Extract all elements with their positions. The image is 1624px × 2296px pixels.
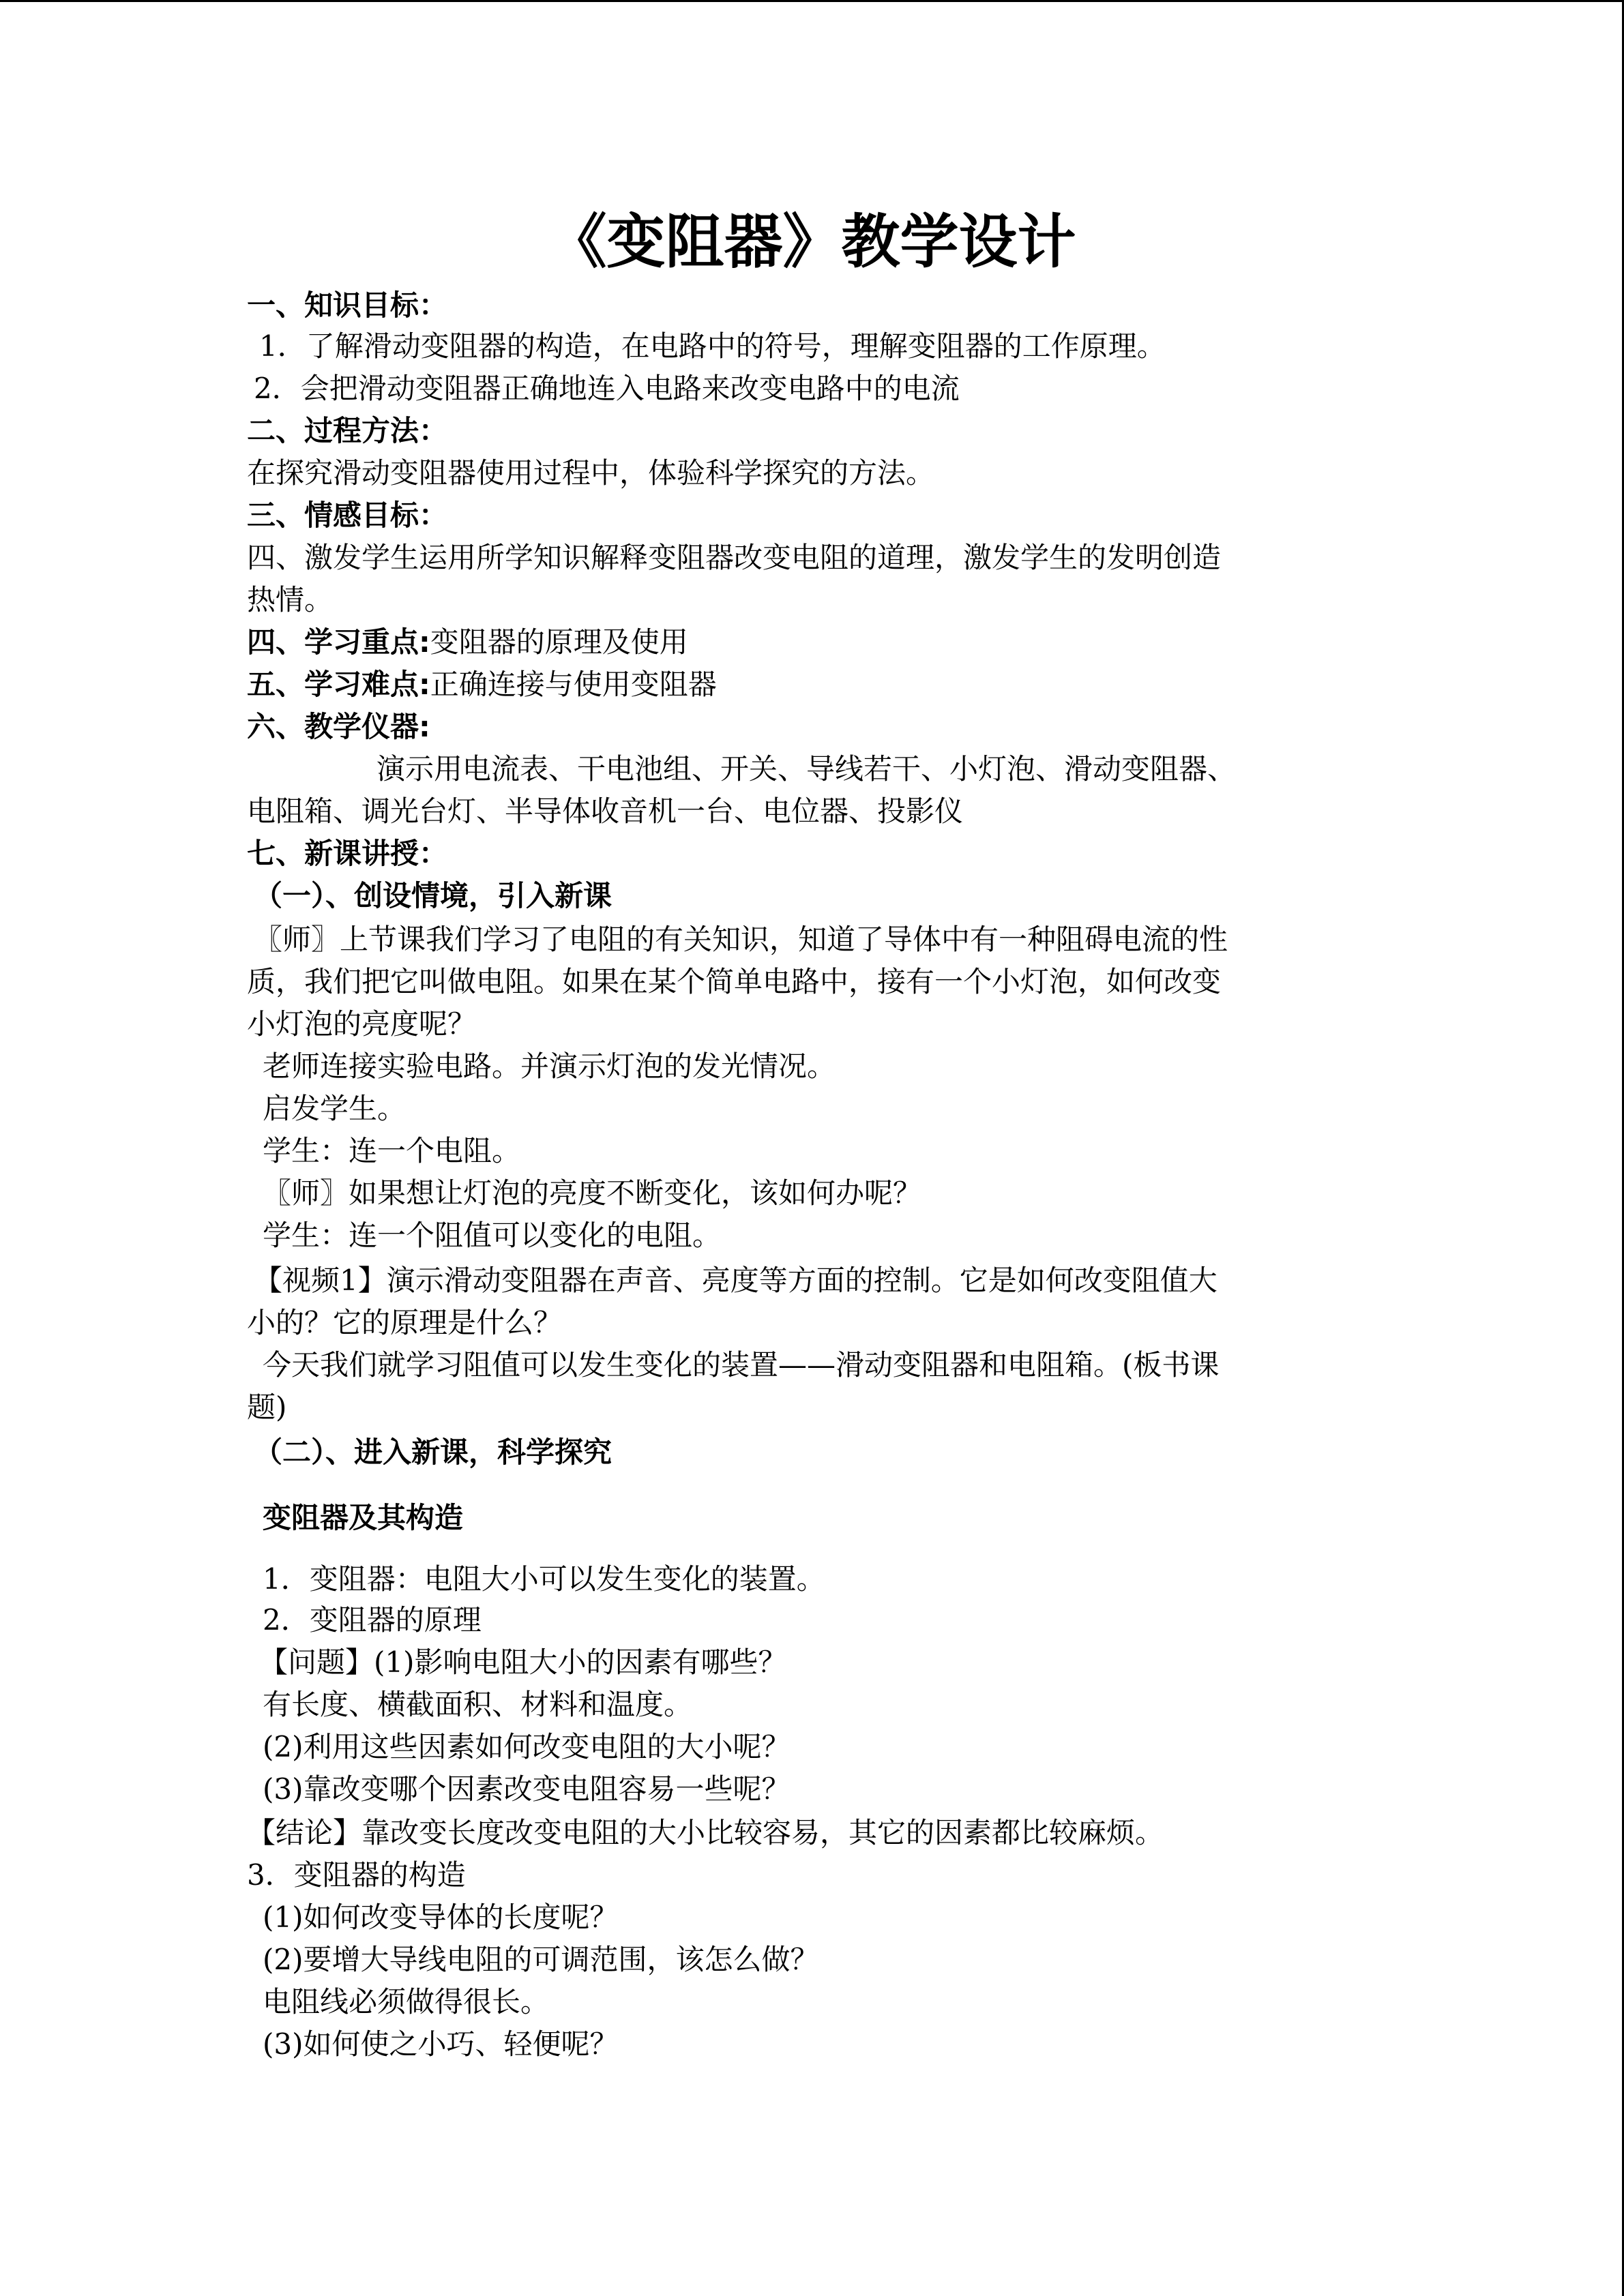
text-line — [263, 1088, 406, 1129]
text-line — [263, 1497, 463, 1538]
heading-text: 二、过程方法： — [247, 414, 448, 447]
body-text: 【结论】靠改变长度改变电阻的大小比较容易，其它的因素都比较麻烦。 — [247, 1816, 1164, 1849]
text-line — [247, 833, 447, 874]
text-line — [254, 1260, 1217, 1301]
text-line — [247, 495, 447, 536]
body-text: 四、激发学生运用所学知识解释变阻器改变电阻的道理，激发学生的发明创造 — [247, 541, 1222, 574]
text-line — [263, 1600, 482, 1641]
text-line — [263, 1769, 791, 1810]
body-text: 【问题】(1)影响电阻大小的因素有哪些？ — [259, 1645, 787, 1679]
text-line — [263, 1727, 791, 1768]
text-line — [247, 664, 717, 705]
text-line — [263, 1173, 921, 1214]
body-text: 变阻器的原理及使用 — [430, 625, 688, 659]
heading-text: 七、新课讲授： — [247, 837, 448, 870]
text-line — [254, 876, 612, 916]
text-line — [254, 919, 1228, 960]
body-text: 在探究滑动变阻器使用过程中，体验科学探究的方法。 — [247, 456, 935, 490]
text-line — [254, 1432, 612, 1473]
text-line — [377, 749, 1236, 790]
body-text: 热情。 — [247, 583, 334, 616]
text-line — [263, 1939, 819, 1980]
body-text: 演示用电流表、干电池组、开关、导线若干、小灯泡、滑动变阻器、 — [377, 752, 1237, 786]
text-line — [263, 2024, 619, 2065]
heading-text: （一）、创设情境，引入新课 — [254, 879, 612, 912]
text-line — [247, 411, 447, 451]
text-line — [263, 1215, 721, 1256]
text-line — [247, 791, 963, 832]
text-line — [263, 1684, 692, 1725]
body-text: 题) — [247, 1390, 287, 1424]
text-line — [263, 1982, 549, 2023]
text-line — [247, 1004, 476, 1045]
body-text: 有长度、横截面积、材料和温度。 — [263, 1688, 693, 1721]
body-text: 正确连接与使用变阻器 — [430, 668, 717, 701]
heading-text: 五、学习难点: — [247, 668, 430, 701]
document-title: 《变阻器》教学设计 — [548, 208, 1076, 276]
body-text: 〖师〗上节课我们学习了电阻的有关知识，知道了导体中有一种阻碍电流的性 — [254, 923, 1228, 956]
text-line — [247, 1855, 466, 1896]
body-text: (1)如何改变导体的长度呢？ — [263, 1900, 619, 1934]
text-line — [259, 1642, 787, 1683]
body-text: 启发学生。 — [263, 1092, 407, 1125]
text-line — [247, 537, 1221, 578]
heading-text: 六、教学仪器: — [247, 710, 430, 743]
body-text: 小的？它的原理是什么？ — [247, 1306, 563, 1339]
body-text: 质，我们把它叫做电阻。如果在某个简单电路中，接有一个小灯泡，如何改变 — [247, 965, 1222, 998]
body-text: 老师连接实验电路。并演示灯泡的发光情况。 — [263, 1049, 836, 1083]
text-line — [263, 1131, 520, 1172]
body-text: (3)靠改变哪个因素改变电阻容易一些呢？ — [263, 1772, 791, 1806]
body-text: 1．变阻器：电阻大小可以发生变化的装置。 — [263, 1562, 825, 1596]
body-text: 电阻箱、调光台灯、半导体收音机一台、电位器、投影仪 — [247, 794, 964, 828]
body-text: 小灯泡的亮度呢？ — [247, 1007, 477, 1041]
body-text: 2．变阻器的原理 — [263, 1603, 482, 1637]
text-line — [247, 1387, 286, 1428]
heading-text: 四、学习重点: — [247, 625, 430, 659]
heading-text: （二）、进入新课，科学探究 — [254, 1435, 612, 1469]
heading-text: 变阻器及其构造 — [263, 1501, 464, 1534]
body-text: (2)要增大导线电阻的可调范围，该怎么做？ — [263, 1943, 819, 1976]
body-text: (3)如何使之小巧、轻便呢？ — [263, 2027, 619, 2061]
text-line — [263, 1046, 836, 1087]
body-text: 3．变阻器的构造 — [247, 1858, 466, 1892]
body-text: 学生：连一个电阻。 — [263, 1134, 521, 1167]
body-text: 【视频1】演示滑动变阻器在声音、亮度等方面的控制。它是如何改变阻值大 — [254, 1264, 1217, 1297]
body-text: 今天我们就学习阻值可以发生变化的装置——滑动变阻器和电阻箱。(板书课 — [263, 1348, 1220, 1382]
body-text: 电阻线必须做得很长。 — [263, 1985, 550, 2018]
body-text: 〖师〗如果想让灯泡的亮度不断变化，该如何办呢？ — [263, 1176, 922, 1210]
page-border-top — [0, 0, 1624, 2]
text-line — [247, 622, 688, 663]
heading-text: 三、情感目标： — [247, 498, 448, 532]
text-line — [254, 368, 960, 409]
text-line — [263, 1345, 1219, 1386]
text-line — [247, 580, 333, 621]
body-text: 学生：连一个阻值可以变化的电阻。 — [263, 1219, 722, 1252]
text-line — [247, 285, 447, 326]
text-line — [263, 1897, 619, 1938]
body-text: 2．会把滑动变阻器正确地连入电路来改变电路中的电流 — [254, 372, 960, 405]
body-text: (2)利用这些因素如何改变电阻的大小呢？ — [263, 1730, 791, 1763]
text-line — [247, 453, 934, 494]
text-line — [263, 1559, 825, 1600]
text-line — [247, 1813, 1164, 1853]
text-line — [259, 326, 1166, 367]
text-line — [247, 961, 1221, 1002]
heading-text: 一、知识目标： — [247, 288, 448, 322]
text-line — [247, 706, 430, 747]
text-line — [247, 1302, 562, 1343]
body-text: 1．了解滑动变阻器的构造，在电路中的符号，理解变阻器的工作原理。 — [259, 329, 1166, 363]
